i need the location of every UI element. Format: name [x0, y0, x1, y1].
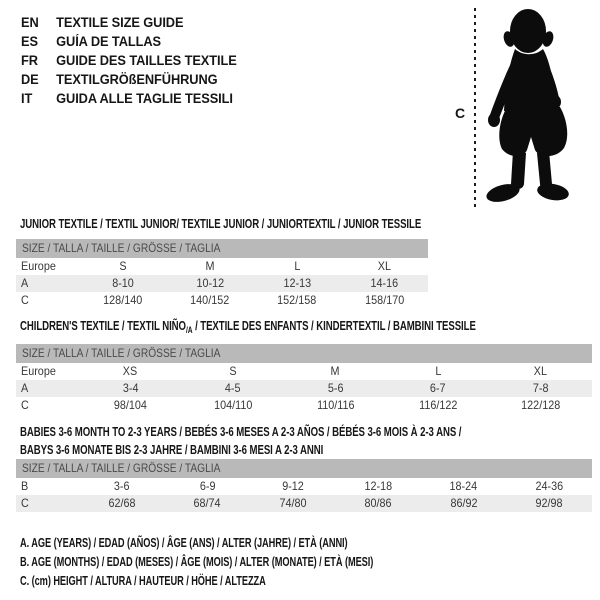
babies-size-table [16, 459, 592, 512]
table-cell: M [330, 364, 340, 378]
table-cell: XS [123, 364, 138, 378]
table-cell: XL [534, 364, 548, 378]
table-cell: 6-9 [199, 479, 216, 493]
table-cell: L [435, 364, 442, 378]
table-cell: 18-24 [449, 479, 478, 493]
row-label: Europe [21, 259, 56, 273]
height-measure-dashed-line [474, 8, 476, 210]
language-code: DE [21, 72, 39, 87]
table-cell: 140/152 [190, 293, 230, 307]
row-label: C [21, 398, 29, 412]
language-legend [21, 13, 248, 108]
children-size-table [16, 344, 592, 414]
legend-text: TEXTILGRÖßENFÜHRUNG [56, 72, 218, 87]
section-heading-babies [20, 423, 461, 459]
table-cell: S [119, 259, 127, 273]
table-cell: M [205, 259, 215, 273]
language-code: FR [21, 53, 38, 68]
table-cell: 14-16 [370, 276, 399, 290]
table-cell: 116/122 [418, 398, 458, 412]
table-cell: 4-5 [225, 381, 241, 395]
table-cell: 104/110 [213, 398, 253, 412]
language-code: ES [21, 34, 38, 49]
table-cell: 5-6 [327, 381, 344, 395]
row-label: A [21, 381, 29, 395]
table-cell: 3-4 [122, 381, 139, 395]
table-row [16, 380, 592, 397]
table-cell: 128/140 [103, 293, 143, 307]
row-label: B [21, 479, 29, 493]
size-table-header: SIZE / TALLA / TAILLE / GRÖSSE / TAGLIA [16, 344, 592, 363]
table-cell: L [294, 259, 301, 273]
table-cell: 9-12 [281, 479, 304, 493]
section-heading-children: CHILDREN'S TEXTILE / TEXTIL $NIÑO_{/A}$ / TEXTILE DES ENFANTS / KINDERTEXTIL / BAMBINI TESSILE [20, 318, 476, 335]
table-cell: S [229, 364, 237, 378]
table-cell: 3-6 [113, 479, 130, 493]
table-row [16, 292, 428, 309]
table-cell: 12-13 [283, 276, 311, 290]
legend-row-fr [21, 51, 237, 70]
table-cell: 8-10 [111, 276, 134, 290]
row-label: C [21, 293, 29, 307]
table-row [16, 363, 592, 380]
legend-text: GUÍA DE TALLAS [56, 34, 161, 49]
table-row [16, 495, 592, 512]
babies-heading-line1: BABIES 3-6 MONTH TO 2-3 YEARS / BEBÉS 3-6 MESES A 2-3 AÑOS / BÉBÉS 3-6 MOIS À 2-3 ANS / [20, 424, 462, 439]
legend-text: TEXTILE SIZE GUIDE [56, 15, 184, 30]
row-label: A [21, 276, 29, 290]
table-cell: 7-8 [532, 381, 549, 395]
height-measure-label: C [455, 105, 466, 121]
footnotes [20, 534, 497, 591]
footnote-c: C. (cm) HEIGHT / ALTURA / HAUTEUR / HÖHE / ALTEZZA [20, 574, 266, 588]
table-cell: XL [377, 259, 391, 273]
footnote-a: A. AGE (YEARS) / EDAD (AÑOS) / ÂGE (ANS) / ALTER (JAHRE) / ETÀ (ANNI) [20, 536, 348, 550]
table-cell: 10-12 [196, 276, 224, 290]
table-cell: 92/98 [535, 496, 563, 510]
table-cell: 80/86 [364, 496, 392, 510]
table-cell: 152/158 [277, 293, 317, 307]
table-row [16, 275, 428, 292]
language-code: IT [21, 91, 33, 106]
table-cell: 74/80 [279, 496, 307, 510]
legend-text: GUIDE DES TAILLES TEXTILE [56, 53, 237, 68]
table-cell: 98/104 [113, 398, 147, 412]
footnote-b: B. AGE (MONTHS) / EDAD (MESES) / ÂGE (MOIS) / ALTER (MONATE) / ETÀ (MESI) [20, 555, 374, 569]
size-table-header: SIZE / TALLA / TAILLE / GRÖSSE / TAGLIA [16, 239, 428, 258]
table-cell: 86/92 [450, 496, 478, 510]
legend-row-en [21, 13, 237, 32]
table-row [16, 397, 592, 414]
table-cell: 68/74 [193, 496, 221, 510]
heading-subscript: /A [185, 325, 193, 335]
table-cell: 6-7 [430, 381, 446, 395]
table-cell: 62/68 [108, 496, 136, 510]
row-label: C [21, 496, 29, 510]
legend-text: GUIDA ALLE TAGLIE TESSILI [56, 91, 233, 106]
table-cell: 12-18 [364, 479, 393, 493]
legend-row-de [21, 70, 237, 89]
table-cell: 24-36 [535, 479, 564, 493]
table-cell: 158/170 [364, 293, 404, 307]
babies-heading-line2: BABYS 3-6 MONATE BIS 2-3 JAHRE / BAMBINI 3-6 MESI A 2-3 ANNI [20, 442, 324, 457]
language-code: EN [21, 15, 39, 30]
size-table-header: SIZE / TALLA / TAILLE / GRÖSSE / TAGLIA [16, 459, 592, 478]
table-cell: 122/128 [521, 398, 561, 412]
table-cell: 110/116 [316, 398, 355, 412]
baby-silhouette-icon [485, 3, 593, 205]
junior-size-table [16, 239, 428, 309]
legend-row-es [21, 32, 237, 51]
section-heading-junior: JUNIOR TEXTILE / TEXTIL JUNIOR/ TEXTILE JUNIOR / JUNIORTEXTIL / JUNIOR TESSILE [20, 216, 422, 231]
table-row [16, 478, 592, 495]
table-row [16, 258, 428, 275]
legend-row-it [21, 89, 237, 108]
row-label: Europe [21, 364, 56, 378]
